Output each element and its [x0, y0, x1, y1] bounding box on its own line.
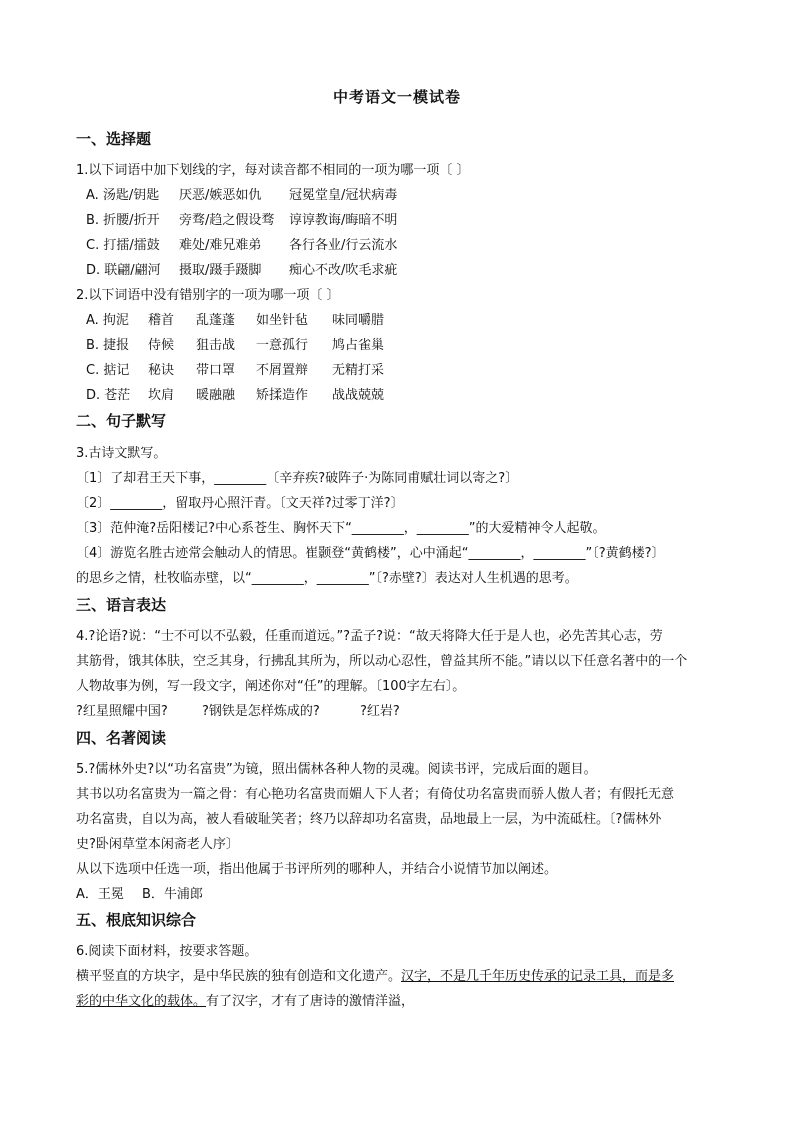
option-word: 味同嚼腊 [332, 313, 385, 328]
option-word: D. 苍茫 [86, 388, 131, 403]
question-3-line: 〔2〕________，留取丹心照汗青。〔文天祥?过零丁洋?〕 [76, 496, 404, 511]
material-text: 有了汉字，才有了唐诗的激情洋溢， [206, 994, 415, 1009]
book-title: ?钢铁是怎样炼成的? [202, 704, 320, 719]
option-word: B. 捷报 [86, 338, 130, 353]
question-5-line: 5.?儒林外史?以“功名富贵”为镜，照出儒林各种人物的灵魂。阅读书评，完成后面的题目。 [76, 762, 597, 777]
question-6-stem: 6.阅读下面材料，按要求答题。 [76, 944, 258, 959]
section-heading-basics: 五、根底知识综合 [76, 911, 197, 929]
question-3-line: 〔3〕范仲淹?岳阳楼记?中心系苍生、胸怀天下“________，________”的大爱精神令人起敬。 [76, 521, 606, 536]
section-heading-dictation: 二、句子默写 [76, 412, 167, 430]
question-1-stem: 1.以下词语中加下划线的字，每对读音都不相同的一项为哪一项〔 〕 [76, 163, 470, 178]
option-word: 如坐针毡 [256, 313, 309, 328]
option-word: D. 联翩/翩河 [86, 263, 161, 278]
option-word: 稽首 [148, 313, 175, 328]
option-word: 坎肩 [148, 388, 175, 403]
option-word: 痴心不改/吹毛求疵 [289, 263, 398, 278]
question-2-option-a [86, 312, 384, 330]
option-word: C. 打擂/擂鼓 [86, 238, 160, 253]
option-word: A. 拘泥 [86, 313, 129, 328]
question-5-line: 其书以功名富贵为一篇之骨：有心艳功名富贵而媚人下人者；有倚仗功名富贵而骄人傲人者；有假托无意 [76, 787, 675, 802]
page-title: 中考语文一模试卷 [332, 88, 461, 106]
question-3-line: 〔1〕了却君王天下事，________〔辛弃疾?破阵子·为陈同甫赋壮词以寄之?〕 [76, 471, 519, 486]
question-5-options [76, 886, 203, 904]
option-word: 摄取/蹑手蹑脚 [179, 263, 262, 278]
question-5-line: 史?卧闲草堂本闲斋老人序〕 [76, 837, 239, 852]
book-title: ?红岩? [360, 704, 400, 719]
option-word: 战战兢兢 [332, 388, 385, 403]
option-word: 厌恶/嫉恶如仇 [179, 188, 262, 203]
option-word: A. 汤匙/钥匙 [86, 188, 160, 203]
question-1-option-c [86, 237, 397, 255]
material-text: 横平竖直的方块字，是中华民族的独有创造和文化遗产。 [76, 969, 402, 984]
underlined-sentence: 汉字，不是几千年历史传承的记录工具，而是多 [401, 969, 675, 984]
option-word: 乱蓬蓬 [196, 313, 236, 328]
option-word: 带口罩 [196, 363, 236, 378]
option-word: 暖融融 [196, 388, 236, 403]
question-4-line: 4.?论语?说：“士不可以不弘毅，任重而道远。”?孟子?说：“故天将降大任于是人也，必先苦其心志，劳 [76, 629, 663, 644]
question-5-line: 从以下选项中任选一项，指出他属于书评所列的哪种人，并结合小说情节加以阐述。 [76, 862, 558, 877]
option-word: 侍候 [148, 338, 175, 353]
question-1-option-a [86, 187, 397, 205]
option-word: B．牛浦郎 [142, 887, 203, 902]
option-word: 各行各业/行云流水 [289, 238, 398, 253]
question-4-line: 其筋骨，饿其体肤，空乏其身，行拂乱其所为，所以动心忍性，曾益其所不能。”请以以下任意名著中的一个 [76, 654, 688, 669]
option-word: 无精打采 [332, 363, 385, 378]
option-word: 谆谆教诲/晦暗不明 [289, 213, 398, 228]
option-word: 旁骛/趋之假设骛 [179, 213, 275, 228]
underlined-sentence: 彩的中华文化的载体。 [76, 994, 207, 1009]
option-word: 一意孤行 [256, 338, 309, 353]
option-word: 鸠占雀巢 [332, 338, 385, 353]
option-word: 不屑置辩 [256, 363, 309, 378]
option-word: A．王冕 [76, 887, 124, 902]
question-2-stem: 2.以下词语中没有错别字的一项为哪一项〔 〕 [76, 288, 340, 303]
option-word: B. 折腰/折开 [86, 213, 160, 228]
question-4-books [76, 703, 400, 721]
question-2-option-b [86, 337, 384, 355]
option-word: 狙击战 [196, 338, 236, 353]
question-3-stem: 3.古诗文默写。 [76, 446, 167, 461]
question-1-option-d [86, 262, 397, 280]
option-word: 难处/难兄难弟 [179, 238, 262, 253]
question-2-option-d [86, 387, 384, 405]
question-3-line: 〔4〕游览名胜古迹常会触动人的情思。崔颢登“黄鹤楼”，心中涌起“________，________”〔?黄鹤楼?〕 [76, 546, 665, 561]
option-word: 秘诀 [148, 363, 175, 378]
question-1-option-b [86, 212, 397, 230]
option-word: C. 掂记 [86, 363, 130, 378]
book-title: ?红星照耀中国? [76, 704, 168, 719]
question-4-line: 人物故事为例，写一段文字，阐述你对“任”的理解。〔100字左右〕。 [76, 679, 466, 694]
question-5-line: 功名富贵，自以为高，被人看破耻笑者；终乃以辞却功名富贵，品地最上一层，为中流砥柱。〔?儒林外 [76, 812, 662, 827]
question-2-option-c [86, 362, 384, 380]
question-6-material-line [76, 993, 414, 1011]
section-heading-choice: 一、选择题 [76, 130, 152, 148]
option-word: 冠冕堂皇/冠状病毒 [289, 188, 398, 203]
question-6-material-line [76, 968, 674, 986]
section-heading-classics: 四、名著阅读 [76, 729, 167, 747]
option-word: 矫揉造作 [256, 388, 309, 403]
question-3-line: 的思乡之情，杜牧临赤壁，以“________，________”〔?赤壁?〕表达对人生机遇的思考。 [76, 571, 578, 586]
section-heading-expression: 三、语言表达 [76, 596, 167, 614]
